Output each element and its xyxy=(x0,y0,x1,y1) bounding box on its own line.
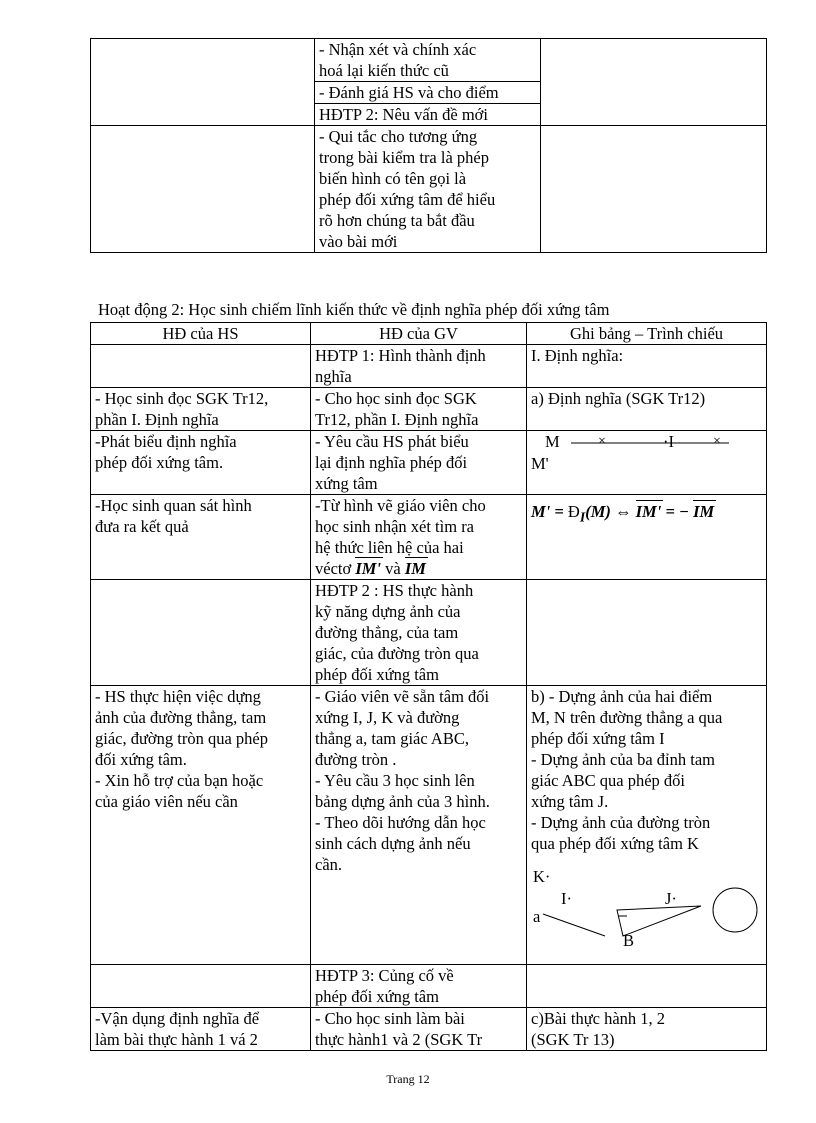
table-row xyxy=(91,431,767,495)
formula-operator: Đ xyxy=(567,502,580,521)
cell-text: b) - Dựng ảnh của hai điểm M, N trên đường thẳng a qua phép đối xứng tâm I - Dựng ảnh của ba đỉnh tam giác ABC qua phép đối xứng tâm J. - Dựng ảnh của đường tròn qua phép đối xứng tâm K xyxy=(531,687,723,853)
activity-table xyxy=(90,322,767,1051)
cell-text: và xyxy=(385,559,401,578)
table-cell-with-figure xyxy=(527,686,767,965)
table-cell: HĐTP 1: Hình thành định nghĩa xyxy=(311,345,527,388)
table-cell: HĐTP 2: Nêu vấn đề mới xyxy=(315,104,541,126)
point-k-label: K· xyxy=(533,867,551,886)
table-row xyxy=(91,126,767,253)
table-cell xyxy=(527,580,767,686)
table-cell: -Học sinh quan sát hình đưa ra kết quả xyxy=(91,495,311,580)
vector-im-prime: IM' xyxy=(355,559,382,578)
table-cell-figure xyxy=(527,431,767,495)
table-cell xyxy=(311,495,527,580)
cell-text: -Từ hình vẽ giáo viên cho học sinh nhận xét tìm ra hệ thức liên hệ của hai véctơ xyxy=(315,496,486,578)
construction-drawing xyxy=(531,864,763,964)
table-cell: - Cho học sinh làm bài thực hành1 và 2 (SGK Tr xyxy=(311,1008,527,1051)
table-header-row xyxy=(91,323,767,345)
formula-lhs: M' = xyxy=(531,502,564,521)
point-j-label: J· xyxy=(665,889,677,908)
formula-vector-1: IM' xyxy=(635,502,662,521)
point-m-prime-label: M' xyxy=(531,454,549,473)
table-cell xyxy=(541,126,767,253)
page-number: Trang 12 xyxy=(386,1072,430,1086)
vector-im: IM xyxy=(404,559,426,578)
column-header: HĐ của GV xyxy=(311,323,527,345)
table-cell: c)Bài thực hành 1, 2 (SGK Tr 13) xyxy=(527,1008,767,1051)
point-i-label: I· xyxy=(561,889,572,908)
table-cell: - Học sinh đọc SGK Tr12, phần I. Định nghĩa xyxy=(91,388,311,431)
construction-figure xyxy=(531,864,762,964)
activity-caption: Hoạt động 2: Học sinh chiếm lĩnh kiến thức về định nghĩa phép đối xứng tâm xyxy=(98,300,610,319)
table-row xyxy=(91,495,767,580)
table-row xyxy=(91,965,767,1008)
table-cell xyxy=(91,126,315,253)
formula-vector-2: IM xyxy=(693,502,715,521)
table-cell xyxy=(91,39,315,126)
table-cell xyxy=(91,965,311,1008)
formula-subscript: I xyxy=(579,509,586,525)
column-header: HĐ của HS xyxy=(91,323,311,345)
table-cell: - Qui tắc cho tương ứng trong bài kiểm tra là phép biến hình có tên gọi là phép đối xứng tâm để hiểu rõ hơn chúng ta bắt đầu vào bài mới xyxy=(315,126,541,253)
formula-argument: (M) xyxy=(585,502,611,521)
column-header: Ghi bảng – Trình chiếu xyxy=(527,323,767,345)
table-row xyxy=(91,686,767,965)
table-row xyxy=(91,388,767,431)
table-cell: -Phát biểu định nghĩa phép đối xứng tâm. xyxy=(91,431,311,495)
continuation-table xyxy=(90,38,767,253)
table-row xyxy=(91,345,767,388)
table-cell: - Yêu cầu HS phát biểu lại định nghĩa phép đối xứng tâm xyxy=(311,431,527,495)
table-cell xyxy=(91,345,311,388)
table-row xyxy=(91,39,767,82)
table-cell: - Cho học sinh đọc SGK Tr12, phần I. Định nghĩa xyxy=(311,388,527,431)
table-cell: -Vận dụng định nghĩa để làm bài thực hành 1 vá 2 xyxy=(91,1008,311,1051)
formula-equivalence: ⇔ xyxy=(615,502,632,521)
table-cell: - Giáo viên vẽ sẵn tâm đối xứng I, J, K và đường thẳng a, tam giác ABC, đường tròn . - Yêu cầu 3 học sinh lên bảng dựng ảnh của 3 hình. - Theo dõi hướng dẫn học sinh cách dựng ảnh nếu cần. xyxy=(311,686,527,965)
table-cell: - Đánh giá HS và cho điểm xyxy=(315,82,541,104)
table-cell xyxy=(527,965,767,1008)
table-cell: - HS thực hiện việc dựng ảnh của đường thẳng, tam giác, đường tròn qua phép đối xứng tâm. - Xin hỗ trợ của bạn hoặc của giáo viên nếu cần xyxy=(91,686,311,965)
point-m-label: M xyxy=(545,432,560,451)
table-cell: - Nhận xét và chính xác hoá lại kiến thức cũ xyxy=(315,39,541,82)
point-b-label: B xyxy=(623,931,635,950)
table-row xyxy=(91,580,767,686)
segment-line xyxy=(571,441,729,445)
table-cell: HĐTP 3: Củng cố về phép đối xứng tâm xyxy=(311,965,527,1008)
table-row xyxy=(91,1008,767,1051)
table-cell-formula xyxy=(527,495,767,580)
formula-equals: = − xyxy=(665,502,689,521)
table-cell: HĐTP 2 : HS thực hành kỹ năng dựng ảnh của đường thẳng, của tam giác, của đường tròn qua phép đối xứng tâm xyxy=(311,580,527,686)
line-a-label: a xyxy=(533,907,541,926)
table-cell: a) Định nghĩa (SGK Tr12) xyxy=(527,388,767,431)
table-cell xyxy=(91,580,311,686)
table-cell: I. Định nghĩa: xyxy=(527,345,767,388)
symmetry-formula xyxy=(531,495,762,527)
table-cell xyxy=(541,39,767,126)
cross-mark: × xyxy=(713,434,721,449)
point-i-label: ·I xyxy=(663,432,674,451)
cross-mark: × xyxy=(598,434,606,449)
